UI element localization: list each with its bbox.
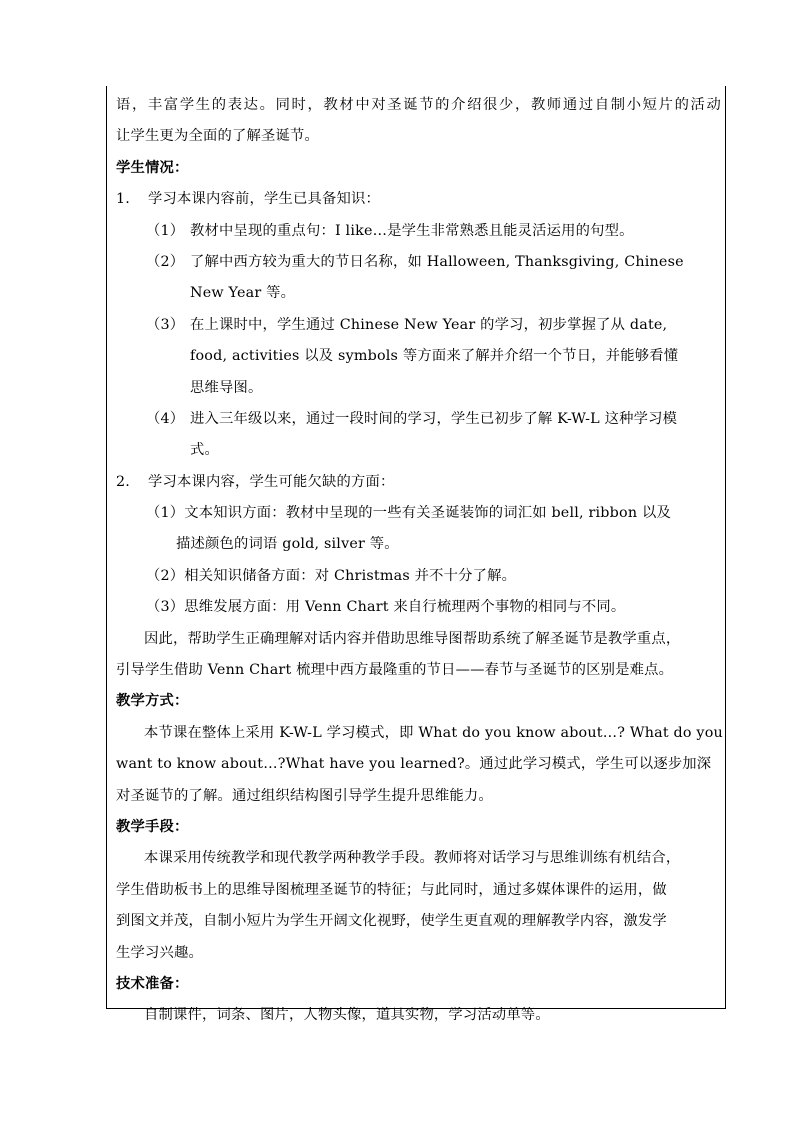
text-line: 学生借助板书上的思维导图梳理圣诞节的特征；与此同时，通过多媒体课件的运用，做 — [116, 881, 667, 898]
sub-list-continuation: food, activities 以及 symbols 等方面来了解并介绍一个节日，并能够看懂 — [190, 348, 679, 365]
sub-list-item — [116, 404, 721, 435]
list-text: 学习本课内容前，学生已具备知识： — [148, 191, 380, 208]
section-heading-teaching-method: 教学方式： — [116, 693, 189, 710]
section-heading-student-situation: 学生情况： — [116, 159, 189, 176]
sub-list-continuation: 式。 — [190, 442, 219, 459]
section-heading-teaching-means: 教学手段： — [116, 818, 189, 835]
list-text: 学习本课内容，学生可能欠缺的方面： — [148, 473, 395, 490]
sub-list-item — [116, 310, 721, 341]
text-line: 本课采用传统教学和现代教学两种教学手段。教师将对话学习与思维训练有机结合， — [144, 850, 681, 867]
sub-list-number: （3） — [146, 316, 185, 333]
sub-list-continuation: New Year 等。 — [190, 285, 296, 302]
sub-list-text: 教材中呈现的重点句：I like…是学生非常熟悉且能灵活运用的句型。 — [190, 222, 634, 239]
sub-list-number: （4） — [146, 410, 185, 427]
sub-list-text: 在上课时中，学生通过 Chinese New Year 的学习，初步掌握了从 date, — [190, 316, 668, 333]
text-line: 到图文并茂，自制小短片为学生开阔文化视野，使学生更直观的理解教学内容，激发学 — [116, 913, 667, 930]
sub-list-text: 了解中西方较为重大的节日名称，如 Halloween, Thanksgiving, Chinese — [190, 253, 684, 270]
sub-list-item: （2）相关知识储备方面：对 Christmas 并不十分了解。 — [146, 567, 517, 584]
sub-list-number: （2） — [146, 253, 185, 270]
sub-list-item: （1）文本知识方面：教材中呈现的一些有关圣诞装饰的词汇如 bell, ribbon 以及 — [146, 505, 671, 522]
list-item — [116, 184, 721, 215]
section-heading-tech-prep: 技术准备： — [116, 975, 189, 992]
sub-list-item: （3）思维发展方面：用 Venn Chart 来自行梳理两个事物的相同与不同。 — [146, 599, 626, 616]
sub-list-item — [116, 216, 721, 247]
list-item — [116, 467, 721, 498]
sub-list-number: （1） — [146, 222, 185, 239]
text-line: 语，丰富学生的表达。同时，教材中对圣诞节的介绍很少，教师通过自制小短片的活动 — [116, 97, 721, 113]
text-line: want to know about…?What have you learned?。通过此学习模式，学生可以逐步加深 — [116, 756, 712, 773]
text-line: 自制课件，词条、图片，人物头像，道具实物，学习活动单等。 — [144, 1007, 550, 1024]
list-number: 2. — [116, 473, 131, 490]
sub-list-text: 进入三年级以来，通过一段时间的学习，学生已初步了解 K-W-L 这种学习模 — [190, 410, 678, 427]
text-line: 生学习兴趣。 — [116, 944, 203, 961]
document-body — [116, 90, 721, 1032]
text-line: 引导学生借助 Venn Chart 梳理中西方最隆重的节日——春节与圣诞节的区别是难点。 — [116, 662, 674, 679]
sub-list-continuation: 思维导图。 — [190, 379, 263, 396]
text-line: 让学生更为全面的了解圣诞节。 — [116, 128, 319, 145]
list-number: 1. — [116, 191, 131, 208]
text-line: 因此，帮助学生正确理解对话内容并借助思维导图帮助系统了解圣诞节是教学重点， — [144, 630, 681, 647]
text-line: 对圣诞节的了解。通过组织结构图引导学生提升思维能力。 — [116, 787, 493, 804]
text-line: 本节课在整体上采用 K-W-L 学习模式，即 What do you know about…? What do you — [144, 724, 723, 741]
sub-list-item — [116, 247, 721, 278]
sub-list-continuation: 描述颜色的词语 gold, silver 等。 — [176, 536, 399, 553]
